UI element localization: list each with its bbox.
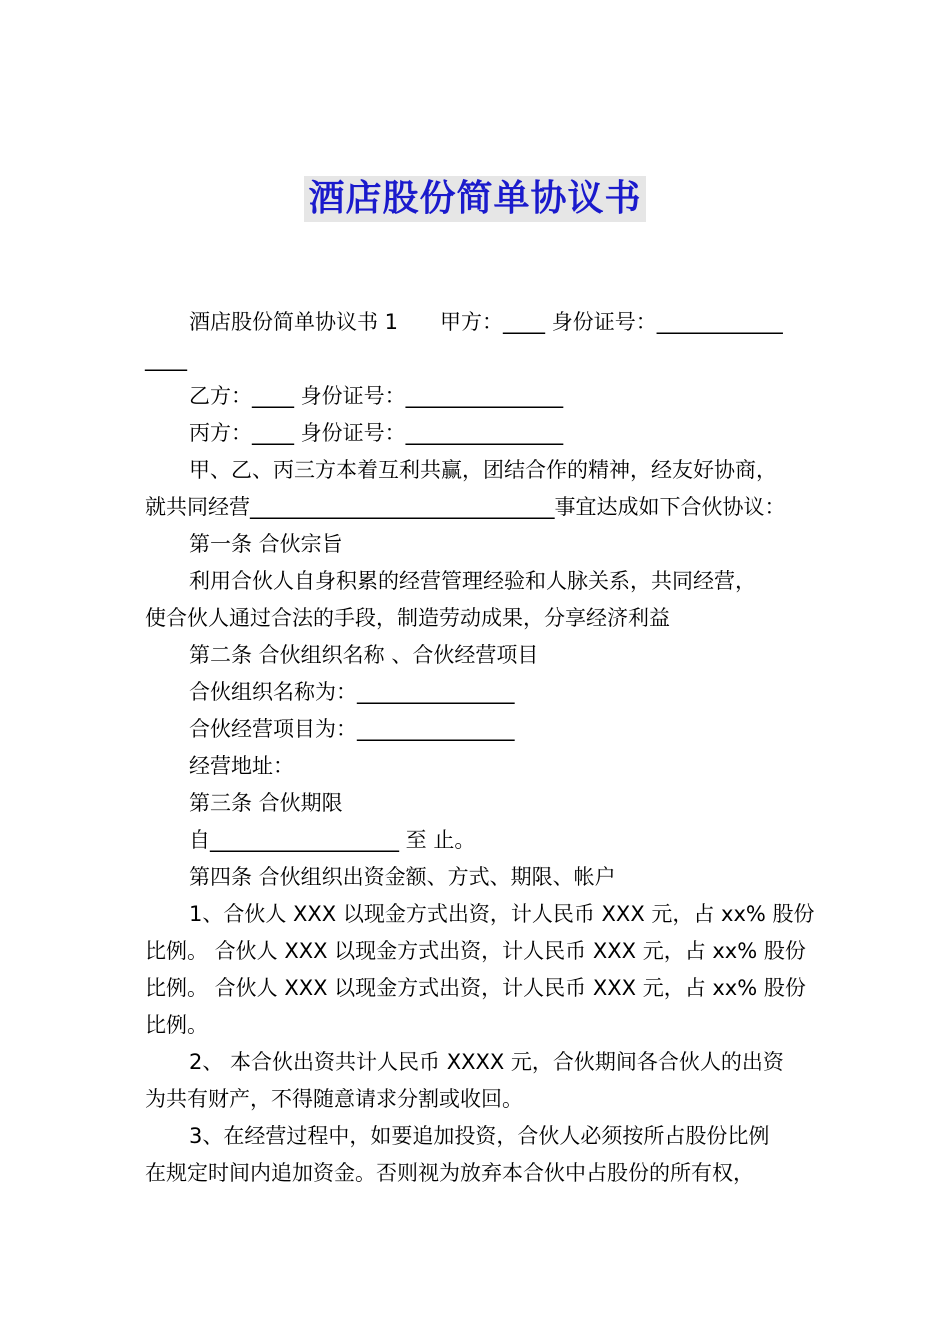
clause-3-line-2: 在规定时间内追加资金。否则视为放弃本合伙中占股份的所有权，: [145, 1161, 754, 1185]
article-1-text-cont: 使合伙人通过合法的手段，制造劳动成果，分享经济利益: [145, 606, 670, 630]
term-line: 自__________________ 至 止。: [189, 828, 476, 852]
article-4-heading: 第四条 合伙组织出资金额、方式、期限、帐户: [189, 865, 616, 889]
clause-1-line-1: 1、合伙人 XXX 以现金方式出资，计人民币 XXX 元，占 xx% 股份: [189, 902, 815, 926]
line-intro: 甲、乙、丙三方本着互利共赢，团结合作的精神，经友好协商，: [189, 458, 777, 482]
line-party-a: 酒店股份简单协议书 1 甲方：____ 身份证号：____________: [189, 310, 783, 334]
line-party-a-cont: ____: [145, 347, 187, 371]
document-body: [145, 304, 815, 1192]
article-2-heading: 第二条 合伙组织名称 、合伙经营项目: [189, 643, 539, 667]
article-1-heading: 第一条 合伙宗旨: [189, 532, 343, 556]
title-block: [0, 176, 950, 222]
line-party-b: 乙方：____ 身份证号：_______________: [189, 384, 564, 408]
line-party-c: 丙方：____ 身份证号：_______________: [189, 421, 564, 445]
org-name-line: 合伙组织名称为：_______________: [189, 680, 515, 704]
clause-1-line-4: 比例。: [145, 1013, 208, 1037]
document-title: 酒店股份简单协议书: [304, 176, 645, 222]
clause-2-line-2: 为共有财产，不得随意请求分割或收回。: [145, 1087, 523, 1111]
address-line: 经营地址：: [189, 754, 294, 778]
clause-3-line-1: 3、在经营过程中，如要追加投资，合伙人必须按所占股份比例: [189, 1124, 770, 1148]
project-line: 合伙经营项目为：_______________: [189, 717, 515, 741]
clause-1-line-3: 比例。 合伙人 XXX 以现金方式出资，计人民币 XXX 元，占 xx% 股份: [145, 976, 806, 1000]
clause-2-line-1: 2、 本合伙出资共计人民币 XXXX 元，合伙期间各合伙人的出资: [189, 1050, 784, 1074]
clause-1-line-2: 比例。 合伙人 XXX 以现金方式出资，计人民币 XXX 元，占 xx% 股份: [145, 939, 806, 963]
line-intro-cont: 就共同经营_____________________________事宜达成如下合伙协议：: [145, 495, 786, 519]
article-1-text: 利用合伙人自身积累的经营管理经验和人脉关系，共同经营，: [189, 569, 756, 593]
article-3-heading: 第三条 合伙期限: [189, 791, 343, 815]
